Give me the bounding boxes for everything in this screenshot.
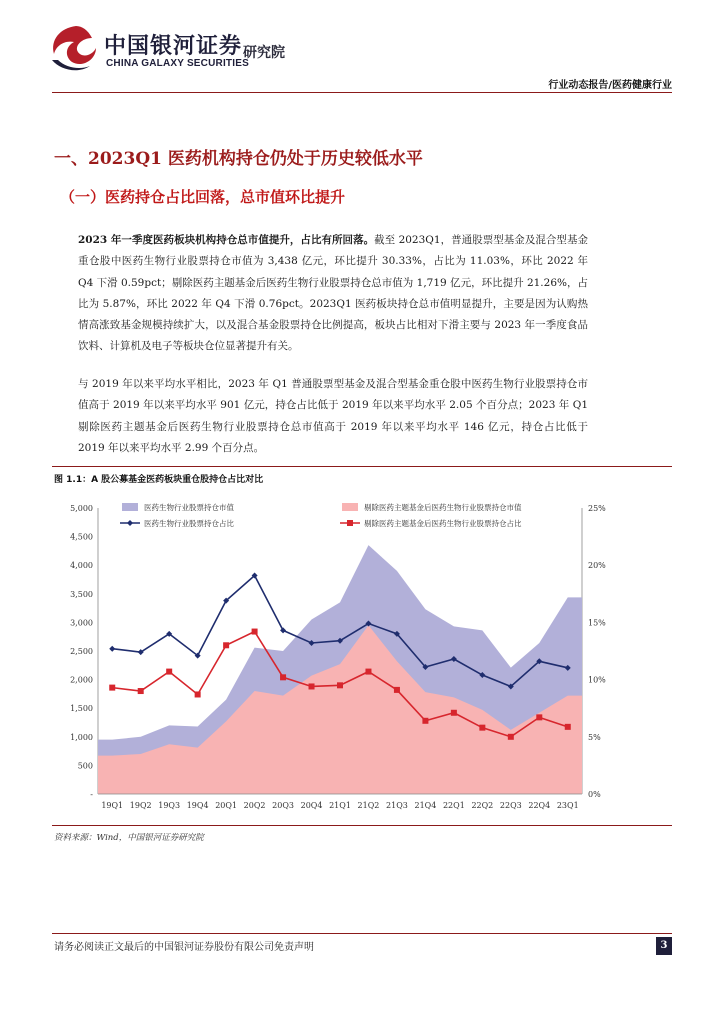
line-2-point	[508, 734, 514, 740]
x-tick-label: 19Q3	[158, 801, 181, 810]
y-right-tick-label: 25%	[588, 504, 606, 513]
line-2-point	[223, 642, 229, 648]
line-1-point	[280, 627, 286, 633]
paragraph-1-lead: 2023 年一季度医药板块机构持仓总市值提升，占比有所回落。	[78, 234, 375, 246]
page-number: 3	[656, 937, 672, 955]
figure-bottom-divider	[52, 825, 672, 826]
paragraph-2: 与 2019 年以来平均水平相比，2023 年 Q1 普通股票型基金及混合型基金重仓股中医药生物行业股票持仓市值高于 2019 年以来平均水平 901 亿元，持仓占比低于 2019 年以来平均水平 2.05 个百分点；2023 年 Q1 剔除医药主题基金后医药生物行业股票持仓总市值高于 2019 年以来平均水平 146 亿元，持仓占比低于 2019 年以来平均水平 2.99 个百分点。	[78, 378, 588, 454]
figure-top-divider	[52, 466, 672, 467]
x-tick-label: 23Q1	[556, 801, 579, 810]
figure-source: 资料来源：Wind，中国银河证券研究院	[54, 833, 204, 843]
footer-divider	[52, 933, 672, 934]
header-divider	[52, 92, 672, 93]
y-left-tick-label: 3,500	[70, 589, 93, 599]
institute-label: 研究院	[243, 45, 285, 61]
galaxy-logo-icon	[46, 22, 102, 74]
line-2-point	[337, 682, 343, 688]
x-tick-label: 20Q3	[272, 801, 294, 810]
section-title: 一、2023Q1 医药机构持仓仍处于历史较低水平	[54, 149, 423, 169]
company-name-cn: 中国银河证券	[104, 34, 243, 59]
line-2-point	[166, 669, 172, 675]
x-tick-label: 22Q4	[528, 801, 551, 810]
y-left-tick-label: 2,000	[70, 675, 93, 685]
line-2-point	[252, 629, 258, 635]
y-right-tick-label: 0%	[588, 790, 601, 799]
legend-swatch	[122, 503, 138, 511]
x-tick-label: 22Q3	[499, 801, 522, 810]
y-left-tick-label: 4,500	[70, 532, 93, 542]
legend-label: 医药生物行业股票持仓占比	[144, 519, 234, 528]
line-2-point	[536, 714, 542, 720]
paragraph-1	[78, 230, 588, 358]
legend-label: 剔除医药主题基金后医药生物行业股票持仓占比	[364, 519, 522, 528]
x-tick-label: 21Q1	[329, 801, 351, 810]
line-2-point	[394, 687, 400, 693]
footer-disclaimer: 请务必阅读正文最后的中国银河证券股份有限公司免责声明	[54, 942, 314, 953]
paragraph-1-body: 截至 2023Q1，普通股票型基金及混合型基金重仓股中医药生物行业股票持仓市值为 3,438 亿元，环比提升 30.33%，占比为 11.03%，环比 2022 年 Q4 下滑 0.59pct；剔除医药主题基金后医药生物行业股票持仓总市值为 1,719 亿元，环比提升 21.26%，占比为 5.87%，环比 2022 年 Q4 下滑 0.76pct。2023Q1 医药板块持仓总市值明显提升，主要是因为认购热情高涨致基金规模持续扩大，以及混合基金股票持仓比例提高，板块占比相对下滑主要与 2023 年一季度食品饮料、计算机及电子等板块仓位显著提升有关。	[78, 234, 588, 353]
y-right-tick-label: 15%	[588, 618, 606, 628]
y-right-tick-label: 20%	[588, 561, 606, 571]
legend-label: 剔除医药主题基金后医药生物行业股票持仓市值	[364, 503, 522, 512]
x-tick-label: 22Q2	[471, 801, 494, 810]
x-tick-label: 20Q4	[300, 801, 323, 810]
x-tick-label: 19Q2	[129, 801, 152, 810]
figure-title: 图 1.1：A 股公募基金医药板块重仓股持仓占比对比	[54, 475, 264, 485]
y-left-tick-label: 500	[77, 761, 93, 771]
y-left-tick-label: 4,000	[70, 561, 93, 571]
y-right-tick-label: 10%	[588, 675, 606, 685]
line-2-point	[422, 718, 428, 724]
line-2-point	[451, 710, 457, 716]
x-tick-label: 19Q1	[101, 801, 124, 810]
y-left-tick-label: 1,500	[70, 704, 93, 714]
y-left-tick-label: 3,000	[70, 618, 93, 628]
legend-marker	[127, 520, 133, 526]
line-2-point	[565, 724, 571, 730]
legend-marker	[347, 520, 353, 526]
holdings-chart	[52, 490, 672, 820]
line-2-point	[479, 725, 485, 731]
line-1-point	[109, 646, 115, 652]
subsection-title: （一）医药持仓占比回落，总市值环比提升	[60, 188, 346, 206]
line-2-point	[280, 674, 286, 680]
line-2-point	[365, 669, 371, 675]
line-2-point	[109, 685, 115, 691]
y-left-tick-label: 5,000	[70, 504, 93, 513]
line-2-point	[195, 691, 201, 697]
line-2-point	[138, 688, 144, 694]
legend-label: 医药生物行业股票持仓市值	[144, 503, 234, 512]
x-tick-label: 21Q3	[386, 801, 408, 810]
x-tick-label: 21Q2	[357, 801, 380, 810]
x-tick-label: 20Q2	[243, 801, 266, 810]
y-left-tick-label: 2,500	[70, 647, 93, 656]
line-2-point	[309, 683, 315, 689]
x-tick-label: 21Q4	[414, 801, 437, 810]
company-name-en: CHINA GALAXY SECURITIES	[106, 58, 249, 69]
legend-swatch	[342, 503, 358, 511]
x-tick-label: 22Q1	[442, 801, 465, 810]
x-tick-label: 19Q4	[186, 801, 209, 810]
y-left-tick-label: -	[90, 790, 93, 799]
y-right-tick-label: 5%	[588, 732, 601, 742]
x-tick-label: 20Q1	[215, 801, 238, 810]
report-type: 行业动态报告/医药健康行业	[548, 80, 672, 91]
y-left-tick-label: 1,000	[70, 732, 93, 742]
